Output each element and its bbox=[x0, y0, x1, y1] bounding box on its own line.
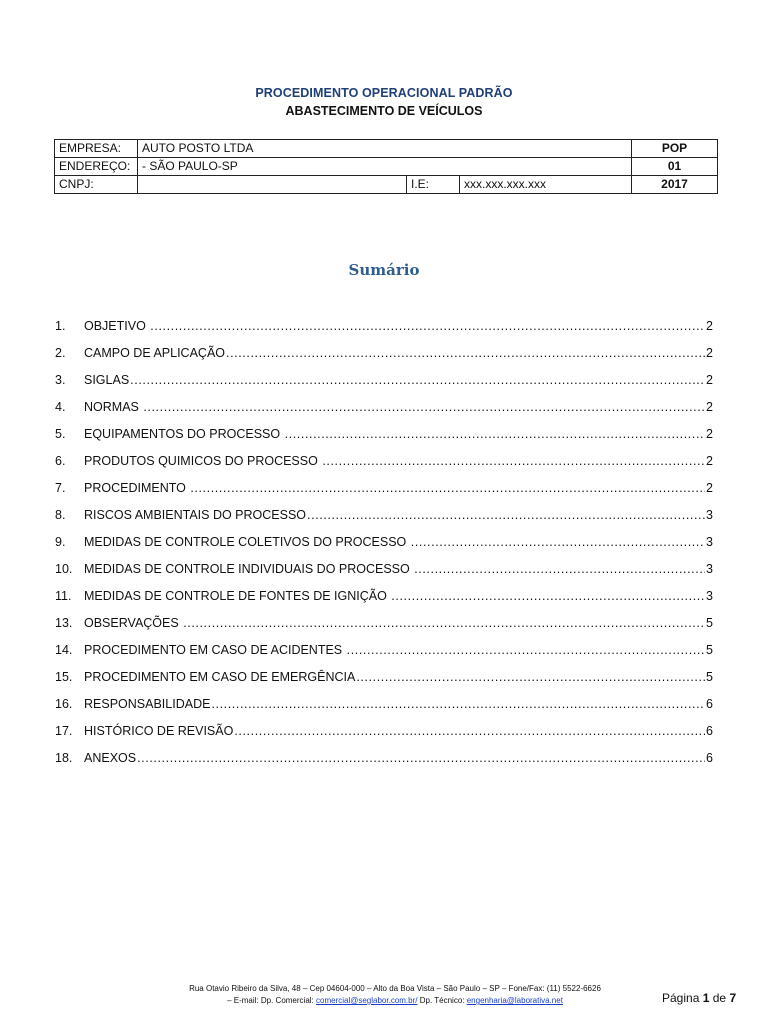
toc-dot-leader bbox=[211, 696, 705, 713]
toc-item-page: 5 bbox=[706, 616, 713, 630]
toc-item-label: PROCEDIMENTO bbox=[84, 481, 190, 495]
footer-email-prefix: – E-mail: Dp. Comercial: bbox=[227, 996, 314, 1005]
toc-item-number: 11. bbox=[55, 589, 72, 603]
toc-item-number: 17. bbox=[55, 724, 73, 738]
ie-value: xxx.xxx.xxx.xxx bbox=[460, 176, 632, 194]
footer-email-tecnico-label: Dp. Técnico: bbox=[419, 996, 465, 1005]
toc-item-label: OBJETIVO bbox=[84, 319, 150, 333]
footer-contact bbox=[150, 983, 640, 1007]
toc-item-page: 5 bbox=[706, 643, 713, 657]
toc-item-page: 2 bbox=[706, 319, 713, 333]
toc-item[interactable] bbox=[55, 534, 713, 561]
toc-item-page: 2 bbox=[706, 454, 713, 468]
empresa-label: EMPRESA: bbox=[55, 140, 138, 158]
pop-number: 01 bbox=[632, 158, 718, 176]
toc-item[interactable] bbox=[55, 345, 713, 372]
toc-item-number: 7. bbox=[55, 481, 66, 495]
toc-item-label: PRODUTOS QUIMICOS DO PROCESSO bbox=[84, 454, 322, 468]
toc-dot-leader bbox=[234, 723, 705, 740]
toc-item-number: 2. bbox=[55, 346, 66, 360]
pop-label: POP bbox=[632, 140, 718, 158]
toc-item[interactable] bbox=[55, 426, 713, 453]
toc-dot-leader bbox=[226, 345, 705, 362]
document-title: PROCEDIMENTO OPERACIONAL PADRÃO bbox=[255, 86, 513, 100]
toc-item[interactable] bbox=[55, 642, 713, 669]
toc-dot-leader bbox=[130, 372, 705, 389]
empresa-value: AUTO POSTO LTDA bbox=[138, 140, 632, 158]
toc-item-number: 15. bbox=[55, 670, 73, 684]
toc-item[interactable] bbox=[55, 669, 713, 696]
toc-item-label: MEDIDAS DE CONTROLE DE FONTES DE IGNIÇÃO bbox=[84, 589, 391, 603]
table-row bbox=[55, 140, 718, 158]
email-comercial-link[interactable]: comercial@seglabor.com.br/ bbox=[316, 996, 418, 1005]
toc-item[interactable] bbox=[55, 507, 713, 534]
toc-item-label: OBSERVAÇÕES bbox=[84, 616, 183, 630]
toc-item-page: 5 bbox=[706, 670, 713, 684]
toc-item-label: ANEXOS bbox=[84, 751, 137, 765]
toc-item-number: 5. bbox=[55, 427, 66, 441]
toc-item-page: 3 bbox=[706, 535, 713, 549]
toc-item-number: 9. bbox=[55, 535, 66, 549]
summary-heading: Sumário bbox=[348, 261, 420, 279]
toc-dot-leader bbox=[285, 426, 705, 443]
toc-dot-leader bbox=[143, 399, 705, 416]
toc-item[interactable] bbox=[55, 318, 713, 345]
ie-label: I.E: bbox=[407, 176, 460, 194]
document-header bbox=[0, 86, 768, 118]
company-info-table bbox=[54, 139, 718, 194]
footer-address: Rua Otavio Ribeiro da Silva, 48 – Cep 04604-000 – Alto da Boa Vista – São Paulo – SP – Fone/Fax: (11) 5522-6626 bbox=[189, 984, 601, 993]
toc-dot-leader bbox=[322, 453, 705, 470]
cnpj-value bbox=[138, 176, 407, 194]
toc-item-label: MEDIDAS DE CONTROLE COLETIVOS DO PROCESSO bbox=[84, 535, 410, 549]
toc-item-number: 6. bbox=[55, 454, 66, 468]
page-number bbox=[662, 991, 736, 1005]
toc-item[interactable] bbox=[55, 561, 713, 588]
toc-dot-leader bbox=[150, 318, 705, 335]
toc-item-label: PROCEDIMENTO EM CASO DE ACIDENTES bbox=[84, 643, 346, 657]
toc-item-page: 6 bbox=[706, 751, 713, 765]
table-row bbox=[55, 158, 718, 176]
toc-item-page: 6 bbox=[706, 697, 713, 711]
toc-dot-leader bbox=[183, 615, 705, 632]
toc-dot-leader bbox=[356, 669, 705, 686]
toc-item[interactable] bbox=[55, 615, 713, 642]
toc-dot-leader bbox=[347, 642, 705, 659]
toc-dot-leader bbox=[411, 534, 705, 551]
toc-item-page: 2 bbox=[706, 427, 713, 441]
toc-item-label: MEDIDAS DE CONTROLE INDIVIDUAIS DO PROCESSO bbox=[84, 562, 414, 576]
toc-item-label: HISTÓRICO DE REVISÃO bbox=[84, 724, 234, 738]
toc-item[interactable] bbox=[55, 696, 713, 723]
toc-item-page: 6 bbox=[706, 724, 713, 738]
toc-dot-leader bbox=[190, 480, 705, 497]
toc-item-label: EQUIPAMENTOS DO PROCESSO bbox=[84, 427, 284, 441]
table-row bbox=[55, 176, 718, 194]
footer-emails bbox=[150, 995, 640, 1007]
toc-item-page: 2 bbox=[706, 400, 713, 414]
toc-dot-leader bbox=[137, 750, 705, 767]
year: 2017 bbox=[632, 176, 718, 194]
toc-item-page: 3 bbox=[706, 562, 713, 576]
toc-item-number: 8. bbox=[55, 508, 66, 522]
page-word: Página bbox=[662, 991, 700, 1005]
toc-item-page: 3 bbox=[706, 589, 713, 603]
toc-dot-leader bbox=[391, 588, 705, 605]
toc-item-number: 1. bbox=[55, 319, 66, 333]
toc-item-label: CAMPO DE APLICAÇÃO bbox=[84, 346, 226, 360]
toc-dot-leader bbox=[307, 507, 705, 524]
endereco-label: ENDEREÇO: bbox=[55, 158, 138, 176]
toc-item[interactable] bbox=[55, 750, 713, 777]
toc-item[interactable] bbox=[55, 372, 713, 399]
toc-item[interactable] bbox=[55, 588, 713, 615]
toc-item-number: 13. bbox=[55, 616, 73, 630]
document-subtitle: ABASTECIMENTO DE VEÍCULOS bbox=[285, 104, 483, 118]
toc-item-label: NORMAS bbox=[84, 400, 143, 414]
toc-item-page: 2 bbox=[706, 373, 713, 387]
toc-item-number: 3. bbox=[55, 373, 66, 387]
toc-item-number: 16. bbox=[55, 697, 73, 711]
toc-item[interactable] bbox=[55, 723, 713, 750]
toc-item-number: 18. bbox=[55, 751, 73, 765]
toc-item-label: SIGLAS bbox=[84, 373, 130, 387]
toc-dot-leader bbox=[414, 561, 705, 578]
page-of: de bbox=[712, 991, 727, 1005]
toc-item-label: PROCEDIMENTO EM CASO DE EMERGÊNCIA bbox=[84, 670, 356, 684]
toc-item-page: 2 bbox=[706, 481, 713, 495]
toc-item[interactable] bbox=[55, 480, 713, 507]
toc-item-label: RISCOS AMBIENTAIS DO PROCESSO bbox=[84, 508, 307, 522]
cnpj-label: CNPJ: bbox=[55, 176, 138, 194]
table-of-contents bbox=[55, 318, 713, 777]
toc-item[interactable] bbox=[55, 453, 713, 480]
toc-item-label: RESPONSABILIDADE bbox=[84, 697, 211, 711]
page-current: 1 bbox=[702, 991, 710, 1005]
toc-item-number: 10. bbox=[55, 562, 73, 576]
toc-item-number: 4. bbox=[55, 400, 66, 414]
page-total: 7 bbox=[729, 991, 737, 1005]
email-tecnico-link[interactable]: engenharia@laborativa.net bbox=[466, 996, 563, 1005]
toc-item[interactable] bbox=[55, 399, 713, 426]
endereco-value: - SÃO PAULO-SP bbox=[138, 158, 632, 176]
toc-item-page: 3 bbox=[706, 508, 713, 522]
toc-item-number: 14. bbox=[55, 643, 73, 657]
toc-item-page: 2 bbox=[706, 346, 713, 360]
